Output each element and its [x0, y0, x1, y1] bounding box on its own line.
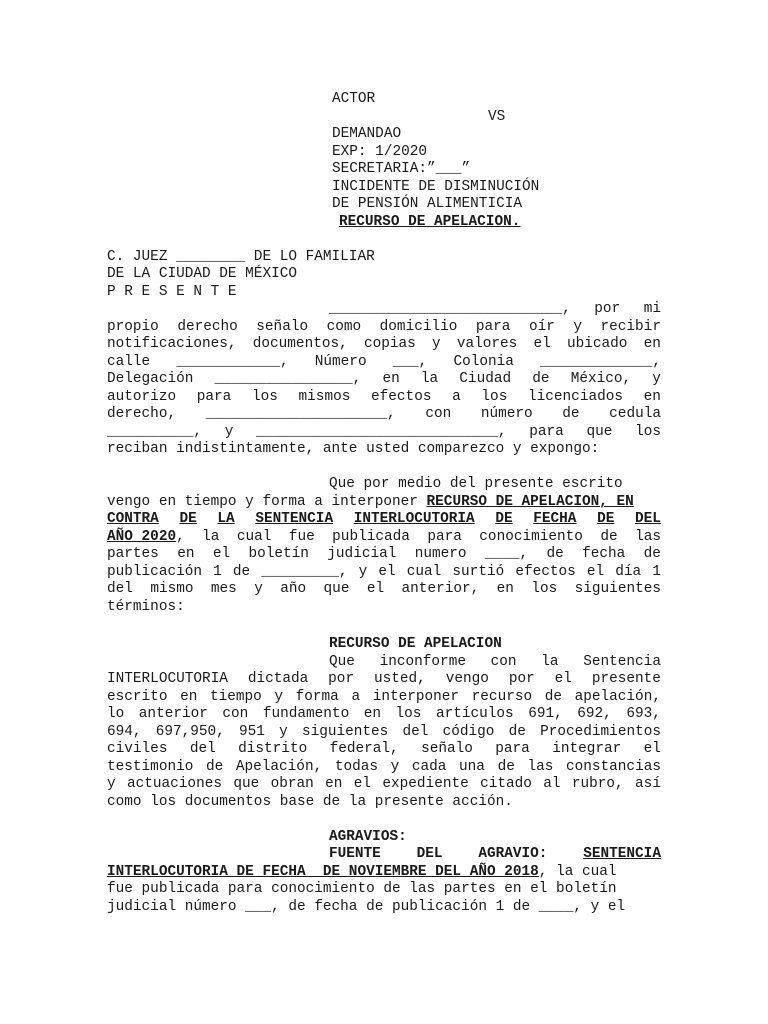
recurso-section-line: INTERLOCUTORIA dictada por usted, vengo por el presente — [107, 671, 661, 687]
agravios-line: FUENTE DEL AGRAVIO: SENTENCIA — [329, 846, 661, 862]
paragraph-1-line: ___________________________, por mi — [329, 301, 661, 317]
recurso-section-line: civiles del distrito federal, señalo para integrar el — [107, 741, 661, 757]
paragraph-2-line: Que por medio del presente escrito — [329, 476, 623, 492]
recurso-section-last-line: como los documentos base de la presente acción. — [107, 794, 513, 810]
paragraph-1-last-line: reciban indistintamente, ante usted comparezco y expongo: — [107, 441, 600, 457]
paragraph-2-line: AÑO 2020, la cual fue publicada para conocimiento de las — [107, 529, 661, 545]
paragraph-2-line: CONTRA DE LA SENTENCIA INTERLOCUTORIA DE FECHA DE DEL — [107, 511, 661, 527]
paragraph-1-line: propio derecho señalo como domicilio para oír y recibir — [107, 319, 661, 335]
recurso-section-line: lo anterior con fundamento en los artículos 691, 692, 693, — [107, 706, 661, 722]
recurso-heading: RECURSO DE APELACION. — [339, 214, 521, 230]
actor-line: ACTOR — [332, 91, 376, 107]
agravios-title: AGRAVIOS: — [329, 829, 407, 845]
addressee-line-3: P R E S E N T E — [107, 284, 237, 300]
addressee-line-1: C. JUEZ ________ DE LO FAMILIAR — [107, 249, 375, 265]
paragraph-1-line: notificaciones, documentos, copias y valores el ubicado en — [107, 336, 661, 352]
paragraph-1-line: calle ____________, Número ___, Colonia _____________, — [107, 354, 661, 370]
recurso-section-line: 694, 697,950, 951 y siguientes del código de Procedimientos — [107, 724, 661, 740]
recurso-section-title: RECURSO DE APELACION — [329, 636, 502, 652]
paragraph-2-line: del mismo mes y año que el anterior, en los siguientes — [107, 581, 661, 597]
paragraph-2-line: partes en el boletín judicial numero ____, de fecha de — [107, 546, 661, 562]
recurso-section-line: testimonio de Apelación, todas y cada una de las constancias — [107, 759, 661, 775]
addressee-line-2: DE LA CIUDAD DE MÉXICO — [107, 266, 297, 282]
expediente-line: EXP: 1/2020 — [332, 144, 427, 160]
recurso-section-line: Que inconforme con la Sentencia — [329, 654, 661, 670]
recurso-section-line: escrito en tiempo y forma a interponer recurso de apelación, — [107, 689, 661, 705]
vs-line: VS — [488, 109, 506, 125]
paragraph-1-line: derecho, _____________________, con número de cedula — [107, 406, 661, 422]
secretaria-line: SECRETARIA:”___” — [332, 161, 471, 177]
paragraph-1-line: autorizo para los mismos efectos a los licenciados en — [107, 389, 661, 405]
demandado-line: DEMANDAO — [332, 126, 402, 142]
paragraph-1-line: __________, y ____________________________, para que los — [107, 424, 661, 440]
agravios-line: judicial número ___, de fecha de publicación 1 de ____, y el — [107, 899, 626, 915]
paragraph-1-line: Delegación ________________, en la Ciudad de México, y — [107, 371, 661, 387]
paragraph-2-last-line: términos: — [107, 599, 185, 615]
paragraph-2-line: vengo en tiempo y forma a interponer RECURSO DE APELACION, EN — [107, 494, 634, 510]
recurso-section-line: y actuaciones que obran en el expediente citado al rubro, así — [107, 776, 661, 792]
agravios-line: fue publicada para conocimiento de las partes en el boletín — [107, 881, 617, 897]
paragraph-2-line: publicación 1 de _________, y el cual surtió efectos el día 1 — [107, 564, 661, 580]
incidente-line-1: INCIDENTE DE DISMINUCIÓN — [332, 179, 540, 195]
agravios-line: INTERLOCUTORIA DE FECHA DE NOVIEMBRE DEL AÑO 2018, la cual — [107, 864, 617, 880]
incidente-line-2: DE PENSIÓN ALIMENTICIA — [332, 196, 522, 212]
